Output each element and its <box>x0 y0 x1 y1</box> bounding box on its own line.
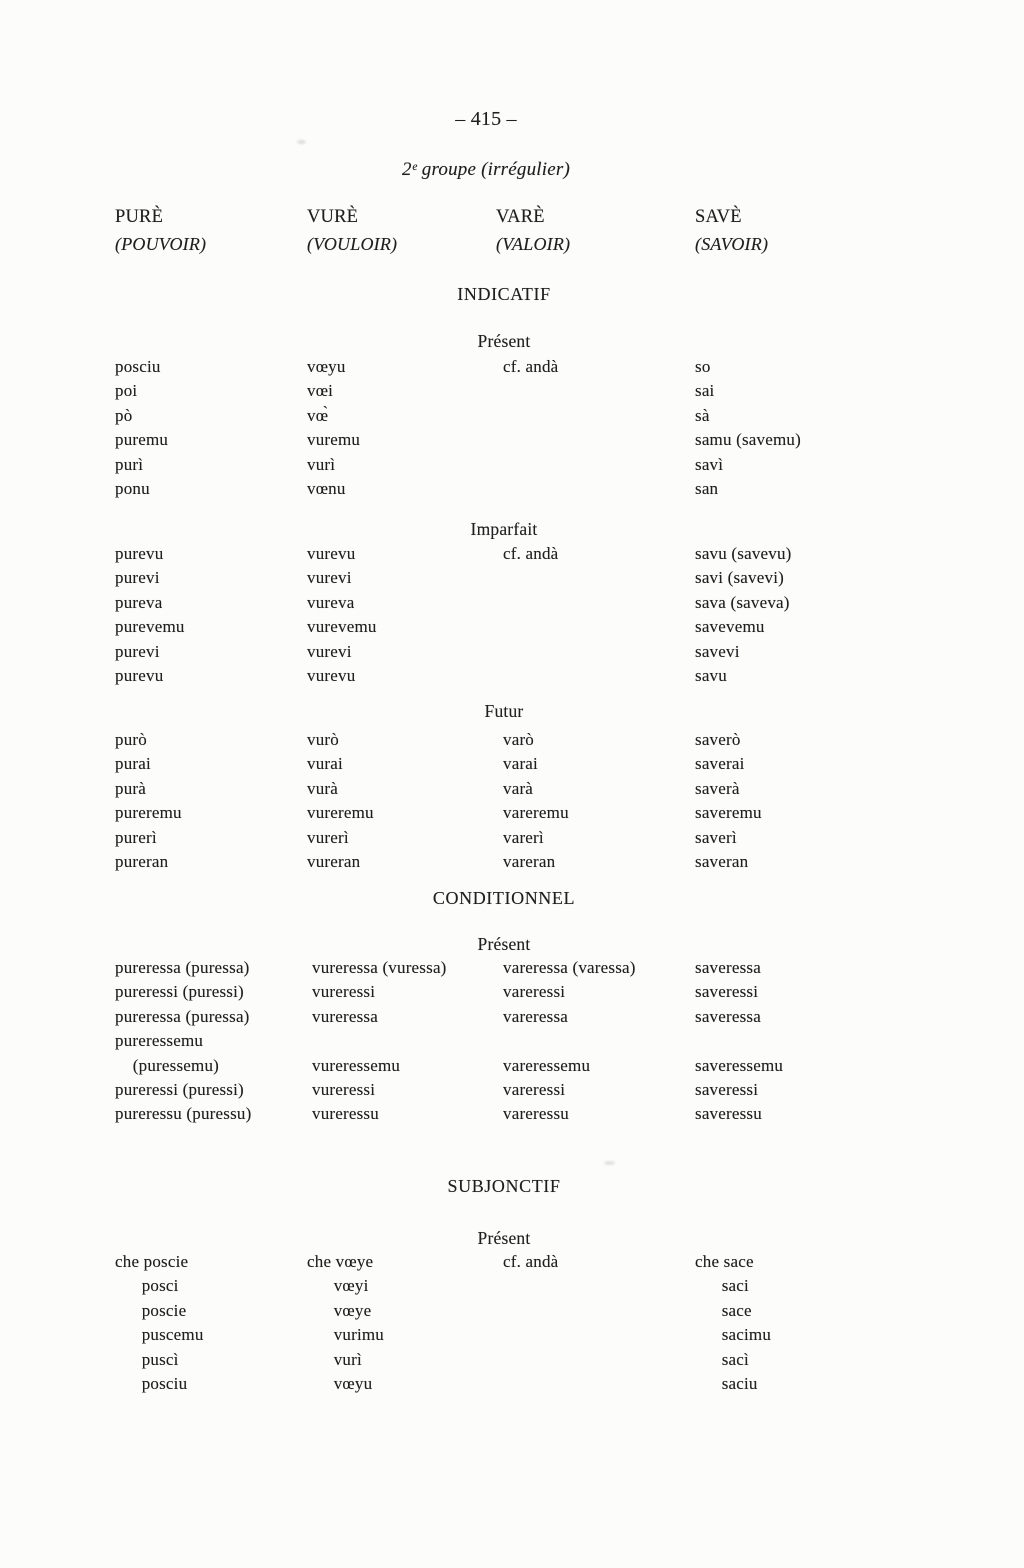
verb-form: vureressa (vuressa) <box>312 958 447 977</box>
verb-form: vuremu <box>307 430 361 450</box>
tense-label-imparfait: Imparfait <box>470 519 538 539</box>
verb-form: purò <box>115 730 147 749</box>
verb-form: samu (savemu) <box>695 430 801 450</box>
verb-form: varai <box>503 754 538 774</box>
verb-form: vurevu <box>307 544 356 563</box>
verb-form: saverò <box>695 730 741 749</box>
verb-form: vurai <box>307 754 343 774</box>
verb-form <box>695 1029 955 1053</box>
verb-form: saveran <box>695 852 749 872</box>
verb-form: san <box>695 479 719 499</box>
verb-form: vareran <box>503 852 556 872</box>
verb-form: sai <box>695 381 715 401</box>
verb-form: purai <box>115 754 151 774</box>
verb-form: saci <box>695 1276 749 1296</box>
verb-form: vœyu <box>307 1374 373 1394</box>
verb-header-save <box>695 204 915 258</box>
verb-form: varò <box>503 730 535 749</box>
scan-artifact <box>604 1161 615 1165</box>
verb-gloss: (VOULOIR) <box>307 234 398 254</box>
verb-form: vareressi <box>503 1080 566 1100</box>
verb-form: vœyu <box>307 357 346 376</box>
verb-form: vureran <box>307 852 361 872</box>
verb-name: VARÈ <box>496 207 545 227</box>
column-save <box>695 542 955 688</box>
verb-form: vœnu <box>307 479 346 499</box>
tense-label-present-subj: Présent <box>477 1228 531 1248</box>
verb-form: sace <box>695 1300 752 1320</box>
verb-form: puscemu <box>115 1325 204 1345</box>
tense-label-present-cond: Présent <box>477 934 531 954</box>
verb-form: saveremu <box>695 803 762 823</box>
verb-header-vure <box>307 204 527 258</box>
table-imparfait <box>0 542 1024 689</box>
verb-form: savu (savevu) <box>695 544 792 563</box>
verb-form: che sace <box>695 1252 754 1271</box>
verb-form: vareressu <box>503 1104 569 1124</box>
verb-gloss: (POUVOIR) <box>115 234 207 254</box>
verb-form: savevemu <box>695 617 765 637</box>
scan-artifact <box>297 140 306 144</box>
verb-form: pureressu (puressu) <box>115 1104 252 1124</box>
table-futur <box>0 728 1024 875</box>
verb-form: savevi <box>695 641 740 661</box>
verb-form: vurevu <box>307 666 356 686</box>
verb-form: ponu <box>115 479 150 499</box>
verb-form: pureva <box>115 592 163 612</box>
verb-form: vurì <box>307 1349 362 1369</box>
tense-label-present: Présent <box>477 331 531 351</box>
verb-form: posci <box>115 1276 179 1296</box>
verb-form: saverà <box>695 778 740 798</box>
verb-form: posciu <box>115 357 161 376</box>
verb-form: vurì <box>307 454 336 474</box>
verb-form: vareressa <box>503 1006 569 1026</box>
verb-form: saveressa <box>695 1006 761 1026</box>
verb-form: vureressi <box>312 1080 376 1100</box>
verb-form: savi (savevi) <box>695 568 784 588</box>
verb-form: vurevi <box>307 641 352 661</box>
verb-form: vureressa <box>312 1006 378 1026</box>
verb-name: PURÈ <box>115 207 164 227</box>
verb-form: puscì <box>115 1349 179 1369</box>
verb-form: vureressu <box>312 1104 379 1124</box>
verb-form: vurerì <box>307 827 349 847</box>
verb-form: saverai <box>695 754 745 774</box>
verb-form: (puressemu) <box>115 1055 220 1075</box>
verb-form: cf. andà <box>503 544 559 563</box>
verb-gloss: (VALOIR) <box>496 234 571 254</box>
section-heading-subjonctif: SUBJONCTIF <box>447 1176 561 1196</box>
verb-form: purevu <box>115 666 164 686</box>
column-save <box>695 355 955 501</box>
verb-form: varerì <box>503 827 544 847</box>
verb-form: vareressemu <box>503 1055 591 1075</box>
column-save <box>695 956 955 1127</box>
verb-form: vareressa (varessa) <box>503 958 636 977</box>
verb-form: purerì <box>115 827 157 847</box>
verb-form: vœyi <box>307 1276 369 1296</box>
verb-form: saciu <box>695 1374 758 1394</box>
table-present-conditionnel <box>0 956 1024 1127</box>
verb-form: che poscie <box>115 1252 189 1271</box>
verb-form: puremu <box>115 430 169 450</box>
verb-form: cf. andà <box>503 1252 559 1271</box>
verb-form: pureressi (puressi) <box>115 982 244 1002</box>
verb-form: saveressi <box>695 1080 759 1100</box>
verb-form: so <box>695 357 711 376</box>
column-save <box>695 1250 955 1396</box>
verb-form: vœ̀ <box>307 405 329 425</box>
verb-form: purì <box>115 454 144 474</box>
verb-form: vurevi <box>307 568 352 588</box>
verb-form: che vœye <box>307 1252 374 1271</box>
verb-form: savì <box>695 454 724 474</box>
verb-form: pureressa (puressa) <box>115 1006 250 1026</box>
verb-form: poscie <box>115 1300 187 1320</box>
verb-form: saveressu <box>695 1104 762 1124</box>
verb-form: varà <box>503 778 534 798</box>
verb-form: saveressi <box>695 982 759 1002</box>
verb-form: vareremu <box>503 803 569 823</box>
verb-form: poi <box>115 381 138 401</box>
verb-form: pureremu <box>115 803 182 823</box>
column-save <box>695 728 955 874</box>
verb-form: purevu <box>115 544 164 563</box>
page-number: – 415 – <box>455 108 517 130</box>
verb-header-pure <box>115 204 335 258</box>
verb-form: purevemu <box>115 617 185 637</box>
verb-form: purevi <box>115 641 160 661</box>
verb-form: purà <box>115 778 147 798</box>
verb-form: saveressemu <box>695 1055 784 1075</box>
verb-name: SAVÈ <box>695 207 742 227</box>
section-heading-indicatif: INDICATIF <box>457 284 551 304</box>
verb-name: VURÈ <box>307 207 359 227</box>
tense-label-futur: Futur <box>484 701 524 721</box>
verb-form: vurò <box>307 730 339 749</box>
table-present-indicatif <box>0 355 1024 502</box>
verb-form: saverì <box>695 827 737 847</box>
verb-form: pureressemu <box>115 1031 204 1051</box>
verb-gloss: (SAVOIR) <box>695 234 769 254</box>
verb-form: vurà <box>307 778 339 798</box>
verb-form: vœye <box>307 1300 372 1320</box>
verb-form: vurevemu <box>307 617 377 637</box>
verb-form: posciu <box>115 1374 188 1394</box>
verb-form: pureressi (puressi) <box>115 1080 244 1100</box>
verb-form: pureran <box>115 852 169 872</box>
verb-form: pò <box>115 405 133 425</box>
verb-form: vœi <box>307 381 334 401</box>
verb-form: purevi <box>115 568 160 588</box>
verb-form: sava (saveva) <box>695 592 790 612</box>
section-heading-conditionnel: CONDITIONNEL <box>432 888 576 908</box>
verb-form: sacimu <box>695 1325 772 1345</box>
table-present-subjonctif <box>0 1250 1024 1397</box>
verb-form: vareressi <box>503 982 566 1002</box>
verb-form: saveressa <box>695 958 761 977</box>
verb-form: savu <box>695 666 727 686</box>
verb-form: pureressa (puressa) <box>115 958 250 977</box>
verb-form: cf. andà <box>503 357 559 376</box>
verb-form: sacì <box>695 1349 749 1369</box>
verb-form: vureressi <box>312 982 376 1002</box>
verb-form: vureva <box>307 592 355 612</box>
verb-form: vureressemu <box>312 1055 401 1075</box>
group-subtitle: 2ᵉ groupe (irrégulier) <box>401 159 571 180</box>
verb-header-vare <box>496 204 716 258</box>
verb-form: sà <box>695 405 710 425</box>
verb-form: vurimu <box>307 1325 385 1345</box>
verb-form: vureremu <box>307 803 374 823</box>
